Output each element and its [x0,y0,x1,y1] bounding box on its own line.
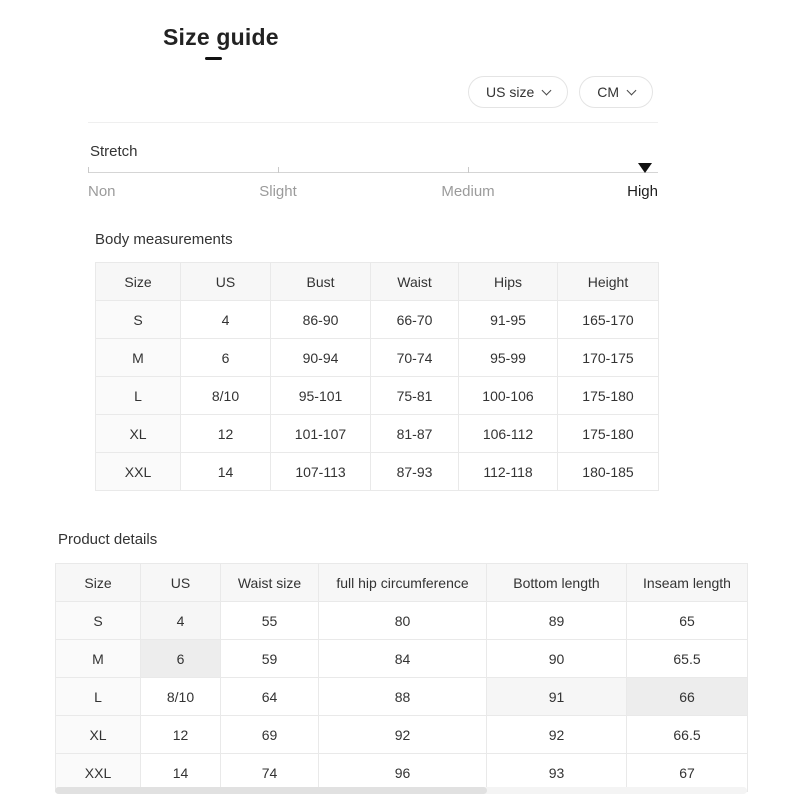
table-cell: XXL [96,453,181,491]
table-cell: 59 [221,640,319,678]
table-cell: 14 [141,754,221,792]
table-cell: M [56,640,141,678]
table-cell: 89 [487,602,627,640]
table-cell: 91-95 [459,301,558,339]
table-cell: 180-185 [558,453,659,491]
table-row [96,301,659,339]
table-row [96,377,659,415]
table-cell: 95-99 [459,339,558,377]
table-row [56,602,748,640]
table-cell: 96 [319,754,487,792]
chevron-down-icon [542,85,552,95]
stretch-marker-icon [638,163,652,173]
header-cell: Waist size [221,564,319,602]
header-cell: Waist [371,263,459,301]
table-cell: 90 [487,640,627,678]
table-header-row [96,263,659,301]
table-cell: S [56,602,141,640]
table-cell: 4 [181,301,271,339]
table-cell: 92 [487,716,627,754]
table-cell: 14 [181,453,271,491]
chevron-down-icon [627,85,637,95]
header-cell: full hip circumference [319,564,487,602]
table-cell: 70-74 [371,339,459,377]
table-header-row [56,564,748,602]
table-cell: 66 [627,678,748,716]
stretch-label: Stretch [90,143,138,160]
table-cell: 100-106 [459,377,558,415]
header-cell: Size [96,263,181,301]
table-cell: 80 [319,602,487,640]
table-cell: 91 [487,678,627,716]
table-cell: 88 [319,678,487,716]
product-details-table [55,563,748,792]
table-cell: 64 [221,678,319,716]
divider [88,122,658,123]
table-cell: 66.5 [627,716,748,754]
stretch-level-slight: Slight [259,183,297,200]
size-system-dropdown[interactable] [468,76,568,108]
table-cell: 12 [141,716,221,754]
stretch-level-high: High [627,183,658,200]
table-cell: 74 [221,754,319,792]
table-cell: 75-81 [371,377,459,415]
scale-tick [88,167,89,173]
scale-tick [468,167,469,173]
table-cell: 12 [181,415,271,453]
table-cell: 4 [141,602,221,640]
table-cell: 87-93 [371,453,459,491]
header-cell: US [181,263,271,301]
table-cell: 6 [181,339,271,377]
table-cell: S [96,301,181,339]
table-cell: 8/10 [141,678,221,716]
header-cell: Hips [459,263,558,301]
table-row [56,716,748,754]
header-cell: Bust [271,263,371,301]
table-cell: XXL [56,754,141,792]
table-cell: 112-118 [459,453,558,491]
table-cell: 95-101 [271,377,371,415]
table-row [96,415,659,453]
unit-toggle-group [468,76,653,108]
table-cell: L [56,678,141,716]
stretch-scale-line [88,172,658,173]
table-cell: 65.5 [627,640,748,678]
table-cell: 175-180 [558,415,659,453]
table-row [56,640,748,678]
stretch-scale [88,166,658,206]
body-measurements-table [95,262,659,491]
table-row [96,453,659,491]
product-details-heading: Product details [58,531,158,548]
table-cell: 55 [221,602,319,640]
table-cell: 86-90 [271,301,371,339]
horizontal-scrollbar[interactable] [55,787,747,794]
table-cell: XL [96,415,181,453]
header-cell: Bottom length [487,564,627,602]
table-row [96,339,659,377]
table-row [56,678,748,716]
page-title: Size guide [163,24,279,50]
table-cell: 175-180 [558,377,659,415]
table-cell: 69 [221,716,319,754]
table-cell: 6 [141,640,221,678]
table-cell: 106-112 [459,415,558,453]
header-cell: US [141,564,221,602]
size-system-label: US size [486,84,535,100]
table-cell: 67 [627,754,748,792]
table-cell: 65 [627,602,748,640]
active-tab-indicator [205,57,222,60]
table-cell: 93 [487,754,627,792]
table-cell: 165-170 [558,301,659,339]
table-cell: 66-70 [371,301,459,339]
scrollbar-thumb[interactable] [55,787,487,794]
body-measurements-heading: Body measurements [95,231,233,248]
table-cell: 101-107 [271,415,371,453]
table-cell: 81-87 [371,415,459,453]
table-cell: XL [56,716,141,754]
table-cell: 8/10 [181,377,271,415]
table-cell: 170-175 [558,339,659,377]
header-cell: Height [558,263,659,301]
table-cell: L [96,377,181,415]
header-cell: Size [56,564,141,602]
stretch-level-non: Non [88,183,116,200]
stretch-level-medium: Medium [441,183,495,200]
unit-dropdown[interactable] [579,76,653,108]
table-cell: M [96,339,181,377]
table-cell: 107-113 [271,453,371,491]
unit-label: CM [597,84,620,100]
scale-tick [278,167,279,173]
table-cell: 84 [319,640,487,678]
table-row [56,754,748,792]
table-cell: 92 [319,716,487,754]
table-cell: 90-94 [271,339,371,377]
header-cell: Inseam length [627,564,748,602]
